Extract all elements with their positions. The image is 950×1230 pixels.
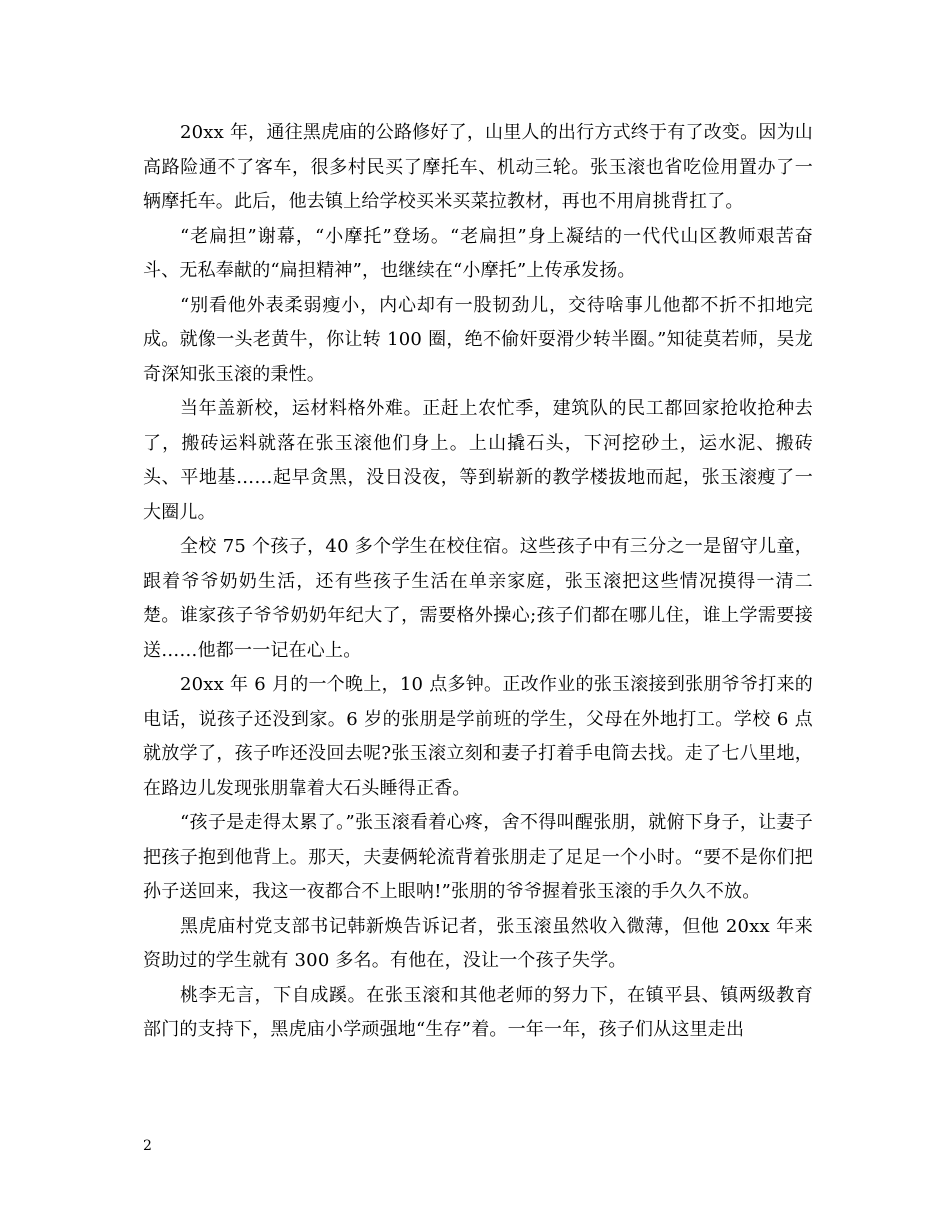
paragraph-1: 20xx 年，通往黑虎庙的公路修好了，山里人的出行方式终于有了改变。因为山高路险通不了客车，很多村民买了摩托车、机动三轮。张玉滚也省吃俭用置办了一辆摩托车。此后，他去镇上给学校买米买菜拉教材，再也不用肩挑背扛了。: [143, 122, 813, 212]
body-text: [143, 116, 813, 1048]
paragraph-2: “老扁担”谢幕，“小摩托”登场。“老扁担”身上凝结的一代代山区教师艰苦奋斗、无私奉献的“扁担精神”，也继续在“小摩托”上传承发扬。: [143, 225, 813, 281]
paragraph-9: 桃李无言，下自成蹊。在张玉滚和其他老师的努力下，在镇平县、镇两级教育部门的支持下，黑虎庙小学顽强地“生存”着。一年一年，孩子们从这里走出: [143, 984, 813, 1040]
paragraph-3: “别看他外表柔弱瘦小，内心却有一股韧劲儿，交待啥事儿他都不折不扣地完成。就像一头老黄牛，你让转 100 圈，绝不偷奸耍滑少转半圈。”知徒莫若师，吴龙奇深知张玉滚的秉性。: [143, 294, 813, 385]
paragraph-6: 20xx 年 6 月的一个晚上，10 点多钟。正改作业的张玉滚接到张朋爷爷打来的电话，说孩子还没到家。6 岁的张朋是学前班的学生，父母在外地打工。学校 6 点就放学了，孩子咋还没回去呢?张玉滚立刻和妻子打着手电筒去找。走了七八里地，在路边儿发现张朋靠着大石头睡得正香。: [143, 674, 813, 799]
paragraph-5: 全校 75 个孩子，40 多个学生在校住宿。这些孩子中有三分之一是留守儿童，跟着爷爷奶奶生活，还有些孩子生活在单亲家庭，张玉滚把这些情况摸得一清二楚。谁家孩子爷爷奶奶年纪大了，需要格外操心;孩子们都在哪儿住，谁上学需要接送……他都一一记在心上。: [143, 536, 813, 661]
paragraph-7: “孩子是走得太累了。”张玉滚看着心疼，舍不得叫醒张朋，就俯下身子，让妻子把孩子抱到他背上。那天，夫妻俩轮流背着张朋走了足足一个小时。“要不是你们把孙子送回来，我这一夜都合不上眼呐!”张朋的爷爷握着张玉滚的手久久不放。: [143, 812, 813, 902]
paragraph-8: 黑虎庙村党支部书记韩新焕告诉记者，张玉滚虽然收入微薄，但他 20xx 年来资助过的学生就有 300 多名。有他在，没让一个孩子失学。: [143, 915, 813, 971]
page-number: 2: [143, 1138, 152, 1154]
paragraph-4: 当年盖新校，运材料格外难。正赶上农忙季，建筑队的民工都回家抢收抢种去了，搬砖运料就落在张玉滚他们身上。上山撬石头，下河挖砂土，运水泥、搬砖头、平地基……起早贪黑，没日没夜，等到崭新的教学楼拔地而起，张玉滚瘦了一大圈儿。: [143, 398, 813, 523]
